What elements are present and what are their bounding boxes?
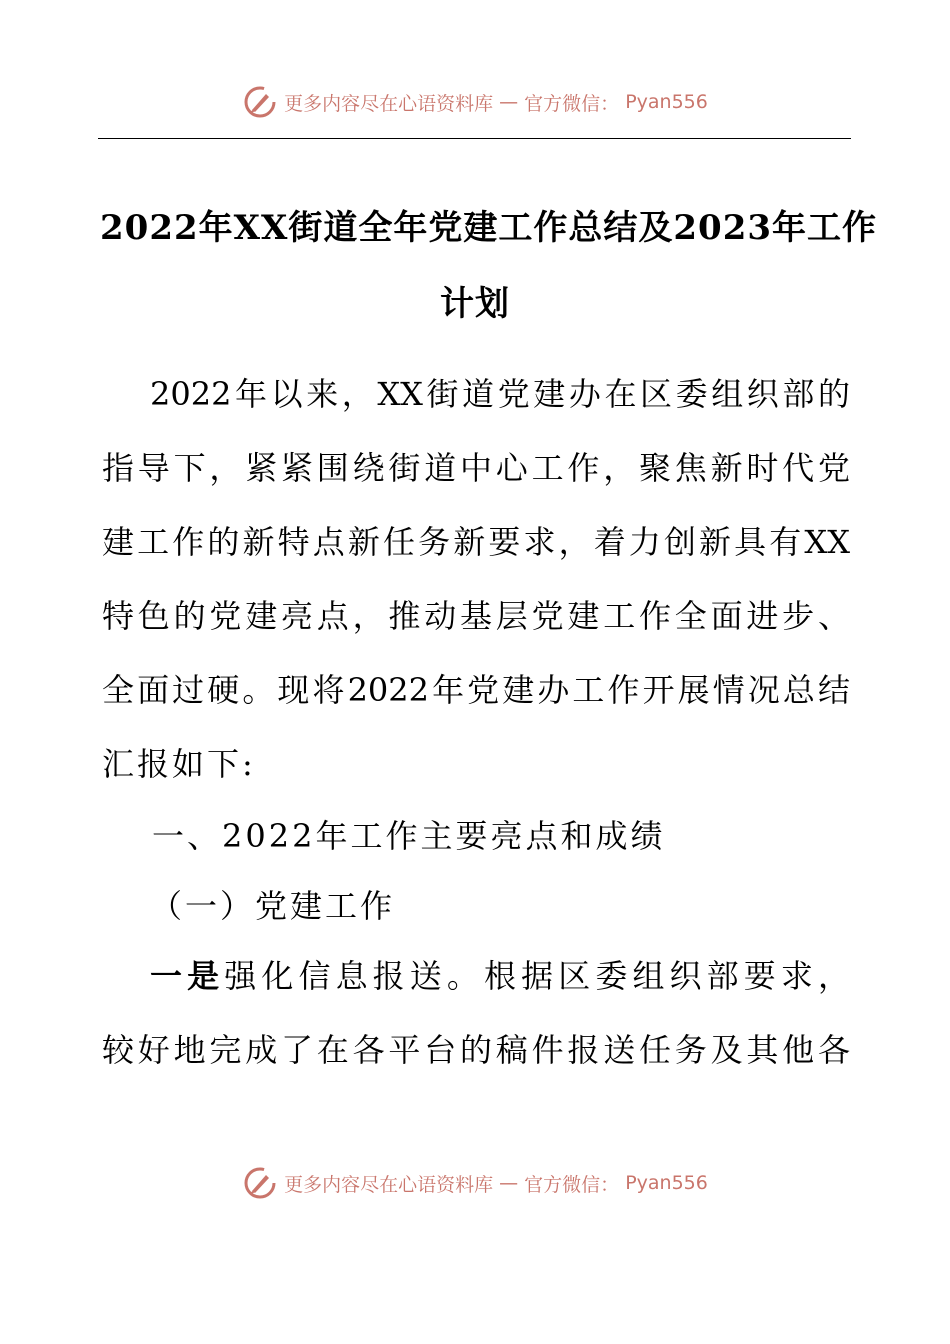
intro-line-6: 汇报如下: [102,745,256,783]
brush-circle-icon [242,1165,278,1201]
footer-banner [0,1163,950,1203]
intro-line-3: 建工作的新特点新任务新要求，着力创新具有XX [102,523,850,561]
intro-line-5: 全面过硬。现将2022年党建办工作开展情况总结 [102,671,850,709]
document-title-line2: 计划 [440,284,510,324]
header-banner [0,82,950,122]
contact-id: Pyan556 [625,1172,708,1194]
item-1-rest: 强化信息报送。根据区委组织部要求， [224,957,850,995]
contact-label: 官方微信： [524,92,620,115]
brush-circle-icon [242,84,278,120]
item-1-line-1 [150,954,850,998]
subsection-heading-1: （一）党建工作 [150,887,396,925]
header-rule [98,138,851,139]
intro-line-2: 指导下，紧紧围绕街道中心工作，聚焦新时代党 [102,449,850,487]
contact-label: 官方微信： [524,1173,620,1196]
intro-line-4: 特色的党建亮点，推动基层党建工作全面进步、 [102,597,850,635]
section-heading-1: 一、2022年工作主要亮点和成绩 [152,817,666,855]
contact-id: Pyan556 [625,91,708,113]
document-title-line1: 2022年XX街道全年党建工作总结及2023年工作 [100,208,878,248]
item-1-lead: 一是 [150,957,225,995]
banner-dash: — [499,1172,519,1194]
banner-dash: — [499,91,519,113]
item-1-line-2: 较好地完成了在各平台的稿件报送任务及其他各 [102,1031,850,1069]
brand-text: 更多内容尽在心语资料库 [284,92,494,115]
intro-line-1: 2022年以来，XX街道党建办在区委组织部的 [150,375,850,413]
brand-text: 更多内容尽在心语资料库 [284,1173,494,1196]
